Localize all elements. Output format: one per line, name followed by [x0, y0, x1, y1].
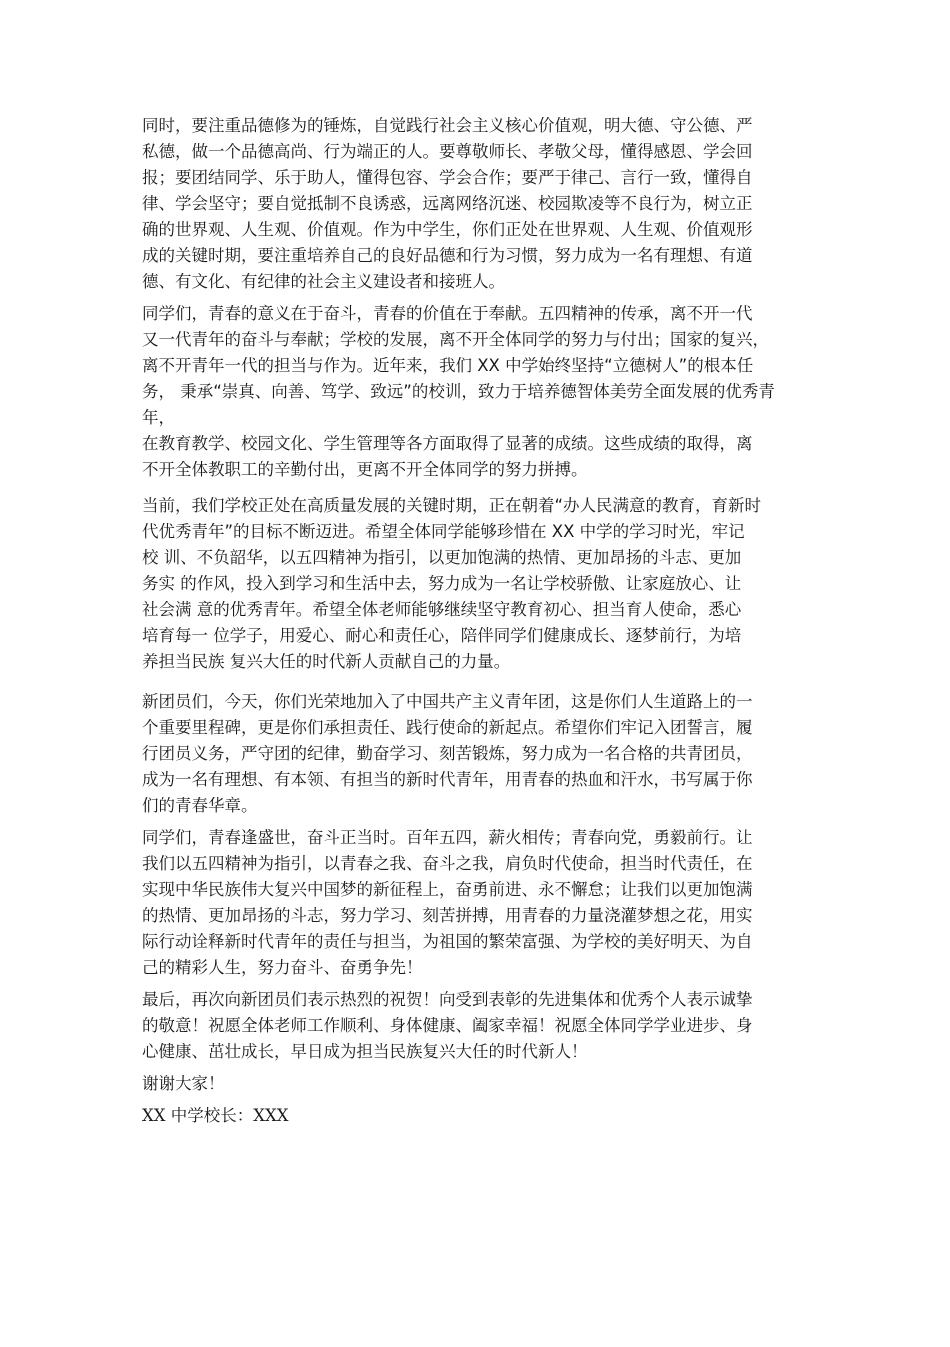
- text-line: 当前，我们学校正处在高质量发展的关键时期，正在朝着“办人民满意的教育，育新时: [142, 496, 762, 515]
- text-line: 社会满 意的优秀青年。希望全体老师能够继续坚守教育初心、担当育人使命，悉心: [142, 600, 742, 619]
- text-line: 们的青春华章。: [142, 796, 258, 815]
- text-line: 德、有文化、有纪律的社会主义建设者和接班人。: [142, 272, 505, 291]
- paragraph-youth-meaning: [142, 301, 812, 431]
- text-line: 不开全体教职工的辛勤付出，更离不开全体同学的努力拼搏。: [142, 460, 588, 479]
- text-line: 个重要里程碑，更是你们承担责任、践行使命的新起点。希望你们牢记入团誓言，履: [142, 718, 753, 737]
- text-line: 又一代青年的奋斗与奉献；学校的发展，离不开全体同学的努力与付出；国家的复兴，: [142, 330, 769, 349]
- text-line: 我们以五四精神为指引，以青春之我、奋斗之我，肩负时代使命，担当时代责任，在: [142, 854, 753, 873]
- text-line: 养担当民族 复兴大任的时代新人贡献自己的力量。: [142, 652, 511, 671]
- paragraph-achievements: [142, 431, 812, 483]
- paragraph-call-to-action: [142, 825, 812, 981]
- text-line: 培育每一 位学子，用爱心、耐心和责任心，陪伴同学们健康成长、逐梦前行，为培: [142, 626, 742, 645]
- text-line: 报；要团结同学、乐于助人，懂得包容、学会合作；要严于律己、言行一致，懂得自: [142, 168, 753, 187]
- text-line: 的敬意！祝愿全体老师工作顺利、身体健康、阖家幸福！祝愿全体同学学业进步、身: [142, 1016, 753, 1035]
- text-line: 在教育教学、校园文化、学生管理等各方面取得了显著的成绩。这些成绩的取得，离: [142, 434, 753, 453]
- text-line: 校 训、不负韶华，以五四精神为指引，以更加饱满的热情、更加昂扬的斗志、更加: [142, 548, 742, 567]
- text-line: 年，: [142, 408, 175, 427]
- text-line: 律、学会坚守；要自觉抵制不良诱惑，远离网络沉迷、校园欺凌等不良行为，树立正: [142, 194, 753, 213]
- signature-line: XX 中学校长：XXX: [142, 1106, 289, 1125]
- text-line: 确的世界观、人生观、价值观。作为中学生，你们正处在世界观、人生观、价值观形: [142, 220, 753, 239]
- paragraph-moral-cultivation: [142, 113, 812, 295]
- text-line: 同学们，青春的意义在于奋斗，青春的价值在于奉献。五四精神的传承，离不开一代: [142, 304, 753, 323]
- text-line: 最后，再次向新团员们表示热烈的祝贺！向受到表彰的先进集体和优秀个人表示诚挚: [142, 990, 753, 1009]
- paragraph-thanks: [142, 1071, 812, 1097]
- paragraph-closing-wishes: [142, 987, 812, 1065]
- signature-block: [142, 1103, 812, 1129]
- text-line: 代优秀青年”的目标不断迈进。希望全体同学能够珍惜在 XX 中学的学习时光，牢记: [142, 522, 745, 541]
- text-line: 成为一名有理想、有本领、有担当的新时代青年，用青春的热血和汗水，书写属于你: [142, 770, 753, 789]
- text-line: 务， 秉承“崇真、向善、笃学、致远”的校训，致力于培养德智体美劳全面发展的优秀青: [142, 382, 775, 401]
- text-line: 新团员们，今天，你们光荣地加入了中国共产主义青年团，这是你们人生道路上的一: [142, 692, 753, 711]
- text-line: 际行动诠释新时代青年的责任与担当，为祖国的繁荣富强、为学校的美好明天、为自: [142, 932, 753, 951]
- text-line: 行团员义务，严守团的纪律，勤奋学习、刻苦锻炼，努力成为一名合格的共青团员，: [142, 744, 753, 763]
- document-body: [142, 113, 812, 1129]
- text-line: 实现中华民族伟大复兴中国梦的新征程上，奋勇前进、永不懈怠；让我们以更加饱满: [142, 880, 753, 899]
- text-line: 同学们，青春逢盛世，奋斗正当时。百年五四，薪火相传；青春向党，勇毅前行。让: [142, 828, 753, 847]
- text-line: 谢谢大家！: [142, 1074, 225, 1093]
- text-line: 己的精彩人生，努力奋斗、奋勇争先！: [142, 958, 423, 977]
- text-line: 心健康、茁壮成长，早日成为担当民族复兴大任的时代新人！: [142, 1042, 588, 1061]
- text-line: 务实 的作风，投入到学习和生活中去，努力成为一名让学校骄傲、让家庭放心、让: [142, 574, 742, 593]
- paragraph-new-members: [142, 689, 812, 819]
- text-line: 私德，做一个品德高尚、行为端正的人。要尊敬师长、孝敬父母，懂得感恩、学会回: [142, 142, 753, 161]
- paragraph-school-development: [142, 493, 812, 675]
- text-line: 离不开青年一代的担当与作为。近年来，我们 XX 中学始终坚持“立德树人”的根本任: [142, 356, 754, 375]
- text-line: 同时，要注重品德修为的锤炼，自觉践行社会主义核心价值观，明大德、守公德、严: [142, 116, 753, 135]
- text-line: 的热情、更加昂扬的斗志，努力学习、刻苦拼搏，用青春的力量浇灌梦想之花，用实: [142, 906, 753, 925]
- text-line: 成的关键时期，要注重培养自己的良好品德和行为习惯，努力成为一名有理想、有道: [142, 246, 753, 265]
